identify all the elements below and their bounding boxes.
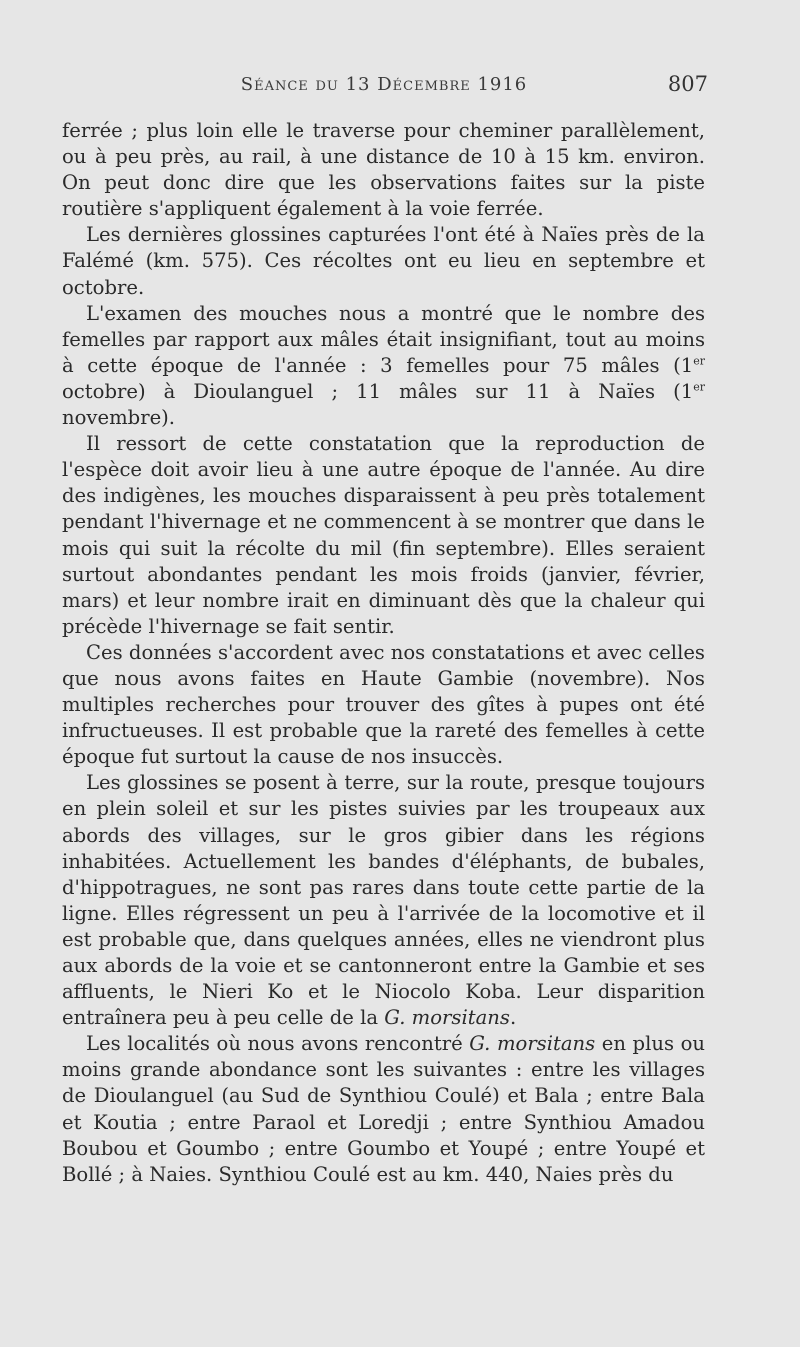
paragraph-5: Ces données s'accordent avec nos constatations et avec celles que nous avons faites en Haute Gambie (novembre). Nos multiples recherches pour trouver des gîtes à pupes ont été infructueuses. Il est probable que la rareté des femelles à cette époque fut surtout la cause de nos insuccès. bbox=[62, 640, 705, 769]
superscript-er: er bbox=[693, 380, 705, 394]
paragraph-6 bbox=[62, 770, 705, 1031]
paragraph-6-part-b: . bbox=[509, 1006, 517, 1030]
species-name: G. morsitans bbox=[469, 1032, 596, 1056]
paragraph-3 bbox=[62, 301, 705, 431]
superscript-er: er bbox=[693, 354, 705, 368]
paragraph-1: ferrée ; plus loin elle le traverse pour cheminer parallèlement, ou à peu près, au rail, à une distance de 10 à 15 km. environ. On peut donc dire que les observations faites sur la piste routière s'appliquent également à la voie ferrée. bbox=[62, 119, 705, 221]
paragraph-7-part-b: en plus ou moins grande abondance sont les suivantes : entre les villages de Dioulanguel (au Sud de Synthiou Coulé) et Bala ; entre Bala et Koutia ; entre Paraol et Loredji ; entre Synthiou Amadou Boubou et Goumbo ; entre Goumbo et Youpé ; entre Youpé et Bollé ; à Naies. Synthiou Coulé est au km. 440, Naies près du bbox=[62, 1032, 705, 1186]
body-text bbox=[62, 118, 705, 1188]
paragraph-3-part-b: octobre) à Dioulanguel ; 11 mâles sur 11 à Naïes (1 bbox=[62, 379, 694, 403]
paragraph-3-part-c: novembre). bbox=[62, 406, 176, 430]
paragraph-7 bbox=[62, 1031, 705, 1188]
species-name: G. morsitans bbox=[384, 1006, 510, 1030]
paragraph-3-part-a: L'examen des mouches nous a montré que le nombre des femelles par rapport aux mâles était insignifiant, tout au moins à cette époque de l'année : 3 femelles pour 75 mâles (1 bbox=[62, 301, 705, 377]
page-number: 807 bbox=[667, 72, 708, 96]
paragraph-7-part-a: Les localités où nous avons rencontré bbox=[86, 1032, 470, 1056]
paragraph-4: Il ressort de cette constatation que la reproduction de l'espèce doit avoir lieu à une autre époque de l'année. Au dire des indigènes, les mouches disparaissent à peu près totalement pendant l'hivernage et ne commencent à se montrer que dans le mois qui suit la récolte du mil (fin septembre). Elles seraient surtout abondantes pendant les mois froids (janvier, février, mars) et leur nombre irait en diminuant dès que la chaleur qui précède l'hivernage se fait sentir. bbox=[62, 432, 705, 638]
running-title: Séance du 13 Décembre 1916 bbox=[240, 74, 528, 95]
paragraph-2: Les dernières glossines capturées l'ont été à Naïes près de la Falémé (km. 575). Ces récoltes ont eu lieu en septembre et octobre. bbox=[62, 223, 705, 299]
paragraph-6-part-a: Les glossines se posent à terre, sur la route, presque toujours en plein soleil et sur les pistes suivies par les troupeaux aux abords des villages, sur le gros gibier dans les régions inhabitées. Actuellement les bandes d'éléphants, de bubales, d'hippotragues, ne sont pas rares dans toute cette partie de la ligne. Elles régressent un peu à l'arrivée de la locomotive et il est probable que, dans quelques années, elles ne viendront plus aux abords de la voie et se cantonneront entre la Gambie et ses affluents, le Nieri Ko et le Niocolo Koba. Leur disparition entraînera peu à peu celle de la bbox=[62, 771, 705, 1030]
page-header bbox=[60, 70, 708, 100]
